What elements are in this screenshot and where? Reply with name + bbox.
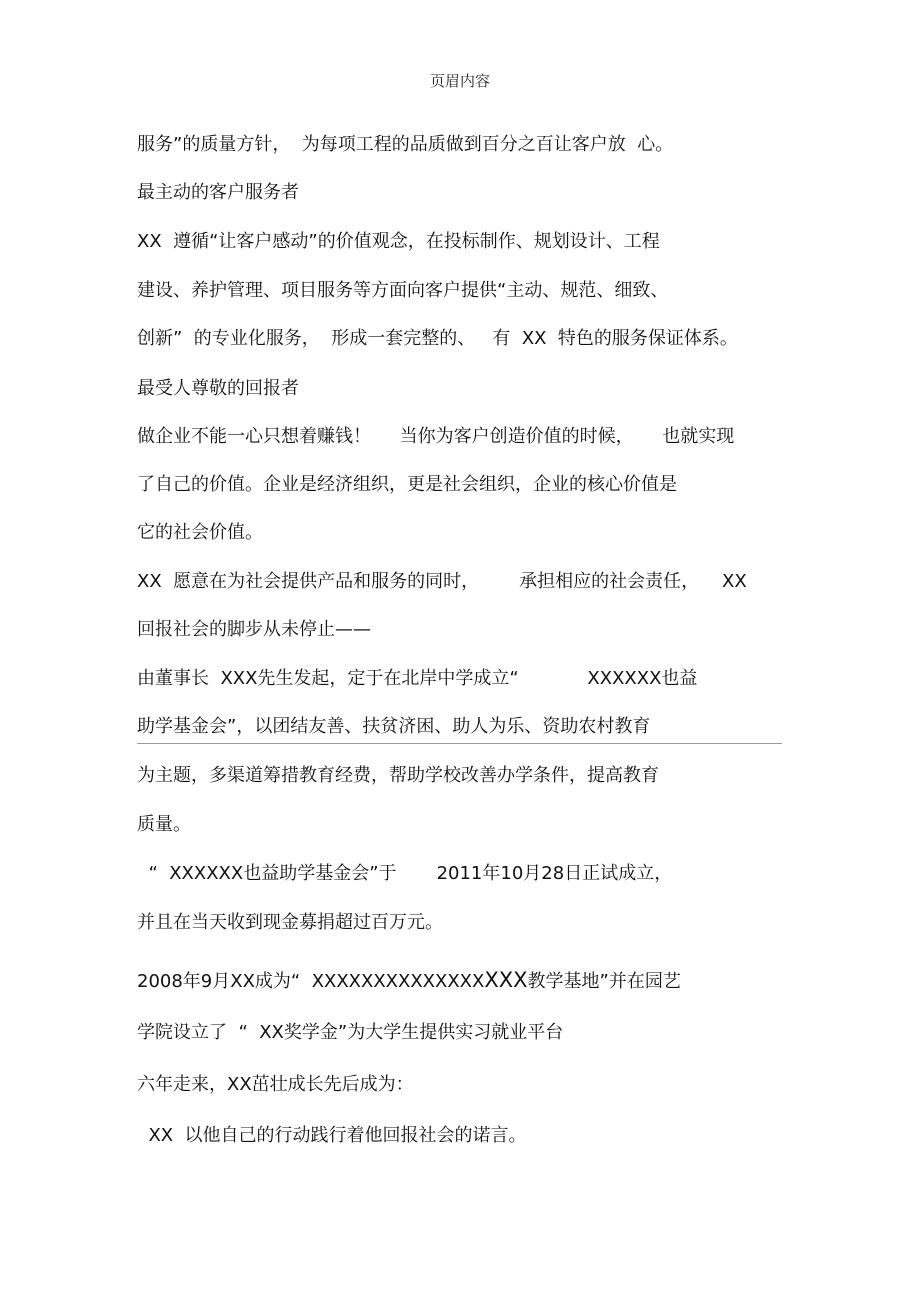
teaching-base-suffix: 教学基地”并在园艺	[527, 971, 681, 992]
text-line: 质量。	[137, 814, 191, 835]
page-header: 页眉内容	[429, 72, 490, 90]
text-line: 服务”的质量方针， 为每项工程的品质做到百分之百让客户放 心。	[137, 134, 674, 155]
teaching-base-large-text: XXX	[484, 968, 528, 992]
text-line: “ XXXXXX也益助学基金会”于 2011年10月28日正试成立，	[137, 863, 673, 884]
text-line: 它的社会价值。	[137, 522, 263, 543]
text-line: XX 遵循“让客户感动”的价值观念，在投标制作、规划设计、工程	[137, 231, 660, 252]
text-line: 了自己的价值。企业是经济组织，更是社会组织，企业的核心价值是	[137, 474, 677, 495]
text-line: XX 愿意在为社会提供产品和服务的同时， 承担相应的社会责任， XX	[137, 571, 747, 592]
text-line: 建设、养护管理、项目服务等方面向客户提供“主动、规范、细致、	[137, 280, 669, 301]
text-line: 回报社会的脚步从未停止——	[137, 619, 371, 640]
text-line: 为主题，多渠道筹措教育经费，帮助学校改善办学条件，提高教育	[137, 765, 659, 786]
text-line-teaching-base	[137, 968, 681, 994]
text-line: 六年走来，XX茁壮成长先后成为：	[137, 1074, 414, 1095]
text-line: 创新” 的专业化服务， 形成一套完整的、 有 XX 特色的服务保证体系。	[137, 328, 738, 349]
text-line: 做企业不能一心只想着赚钱！ 当你为客户创造价值的时候， 也就实现	[137, 426, 735, 447]
text-line: 并且在当天收到现金募捐超过百万元。	[137, 912, 443, 933]
horizontal-divider	[137, 743, 782, 744]
text-line-scholarship: 学院设立了 “ XX奖学金”为大学生提供实习就业平台	[137, 1022, 564, 1043]
teaching-base-prefix: 2008年9月XX成为“ XXXXXXXXXXXXXX	[137, 971, 485, 992]
text-line: 助学基金会”，以团结友善、扶贫济困、助人为乐、资助农村教育	[137, 716, 651, 737]
text-line: XX 以他自己的行动践行着他回报社会的诺言。	[137, 1125, 527, 1146]
section-heading-respected-giver: 最受人尊敬的回报者	[137, 378, 299, 399]
text-line: 由董事长 XXX先生发起，定于在北岸中学成立“ XXXXXX也益	[137, 668, 698, 689]
section-heading-customer-service: 最主动的客户服务者	[137, 182, 299, 203]
